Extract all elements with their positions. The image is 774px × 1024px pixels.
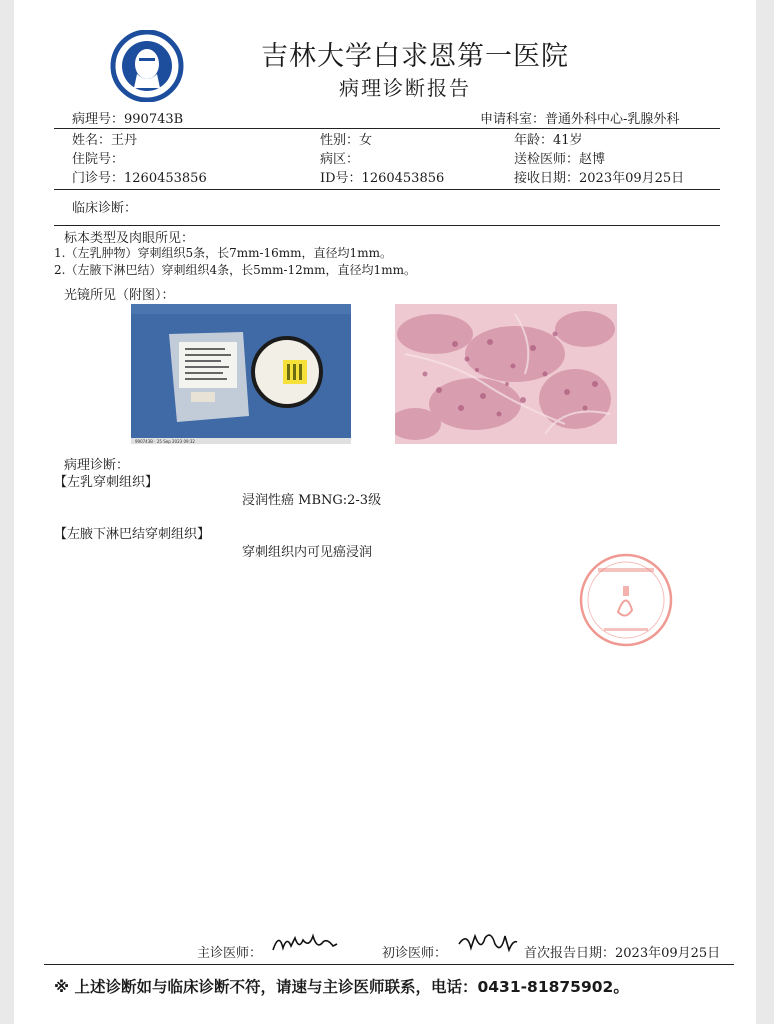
microscopy-heading: 光镜所见（附图）：	[64, 288, 175, 303]
patient-name: 姓名：王丹	[72, 133, 138, 148]
initial-doctor-label: 初诊医师：	[382, 946, 448, 961]
divider	[54, 128, 720, 129]
clinical-diagnosis: 临床诊断：	[72, 201, 138, 216]
gross-heading: 标本类型及肉眼所见：	[64, 231, 195, 246]
first-report-date: 首次报告日期：2023年09月25日	[524, 946, 721, 961]
patient-id: ID号：1260453856	[320, 171, 445, 186]
footer-notice: ※ 上述诊断如与临床诊断不符，请速与主诊医师联系，电话：0431-81875902。	[54, 978, 629, 996]
gross-item: 2.（左腋下淋巴结）穿刺组织4条，长5mm-12mm，直径均1mm。	[54, 263, 416, 277]
specimen-photo	[131, 304, 351, 444]
gross-item: 1.（左乳肿物）穿刺组织5条，长7mm-16mm，直径均1mm。	[54, 246, 392, 260]
divider	[54, 189, 720, 190]
initial-doctor-signature	[455, 926, 521, 958]
outpatient-number: 门诊号：1260453856	[72, 171, 207, 186]
diagnosis-site-label: 【左腋下淋巴结穿刺组织】	[54, 527, 211, 542]
divider	[54, 225, 720, 226]
requesting-department: 申请科室：普通外科中心-乳腺外科	[480, 112, 680, 127]
referring-doctor: 送检医师：赵博	[514, 152, 606, 167]
divider	[44, 964, 734, 965]
report-page	[14, 0, 756, 1024]
svg-text:1946: 1946	[141, 92, 153, 97]
pathology-number: 病理号：990743B	[72, 112, 184, 127]
inpatient-number: 住院号：	[72, 152, 125, 167]
diagnosis-result: 浸润性癌 MBNG:2-3级	[242, 493, 382, 508]
ward: 病区：	[320, 152, 360, 167]
diagnosis-site-label: 【左乳穿刺组织】	[54, 475, 159, 490]
diagnosis-result: 穿刺组织内可见癌浸润	[242, 545, 373, 560]
patient-sex: 性别：女	[320, 133, 373, 148]
received-date: 接收日期：2023年09月25日	[514, 171, 685, 186]
hospital-stamp	[576, 550, 676, 650]
micrograph-image	[395, 304, 617, 444]
hospital-name: 吉林大学白求恩第一医院	[261, 41, 569, 72]
chief-doctor-label: 主诊医师：	[197, 946, 263, 961]
photo-caption: 990743B · 25 Sep 2023 09:32	[135, 439, 195, 444]
chief-doctor-signature	[269, 928, 341, 956]
report-title: 病理诊断报告	[339, 76, 471, 100]
patient-age: 年龄：41岁	[514, 133, 583, 148]
pathology-diagnosis-heading: 病理诊断：	[64, 458, 130, 473]
